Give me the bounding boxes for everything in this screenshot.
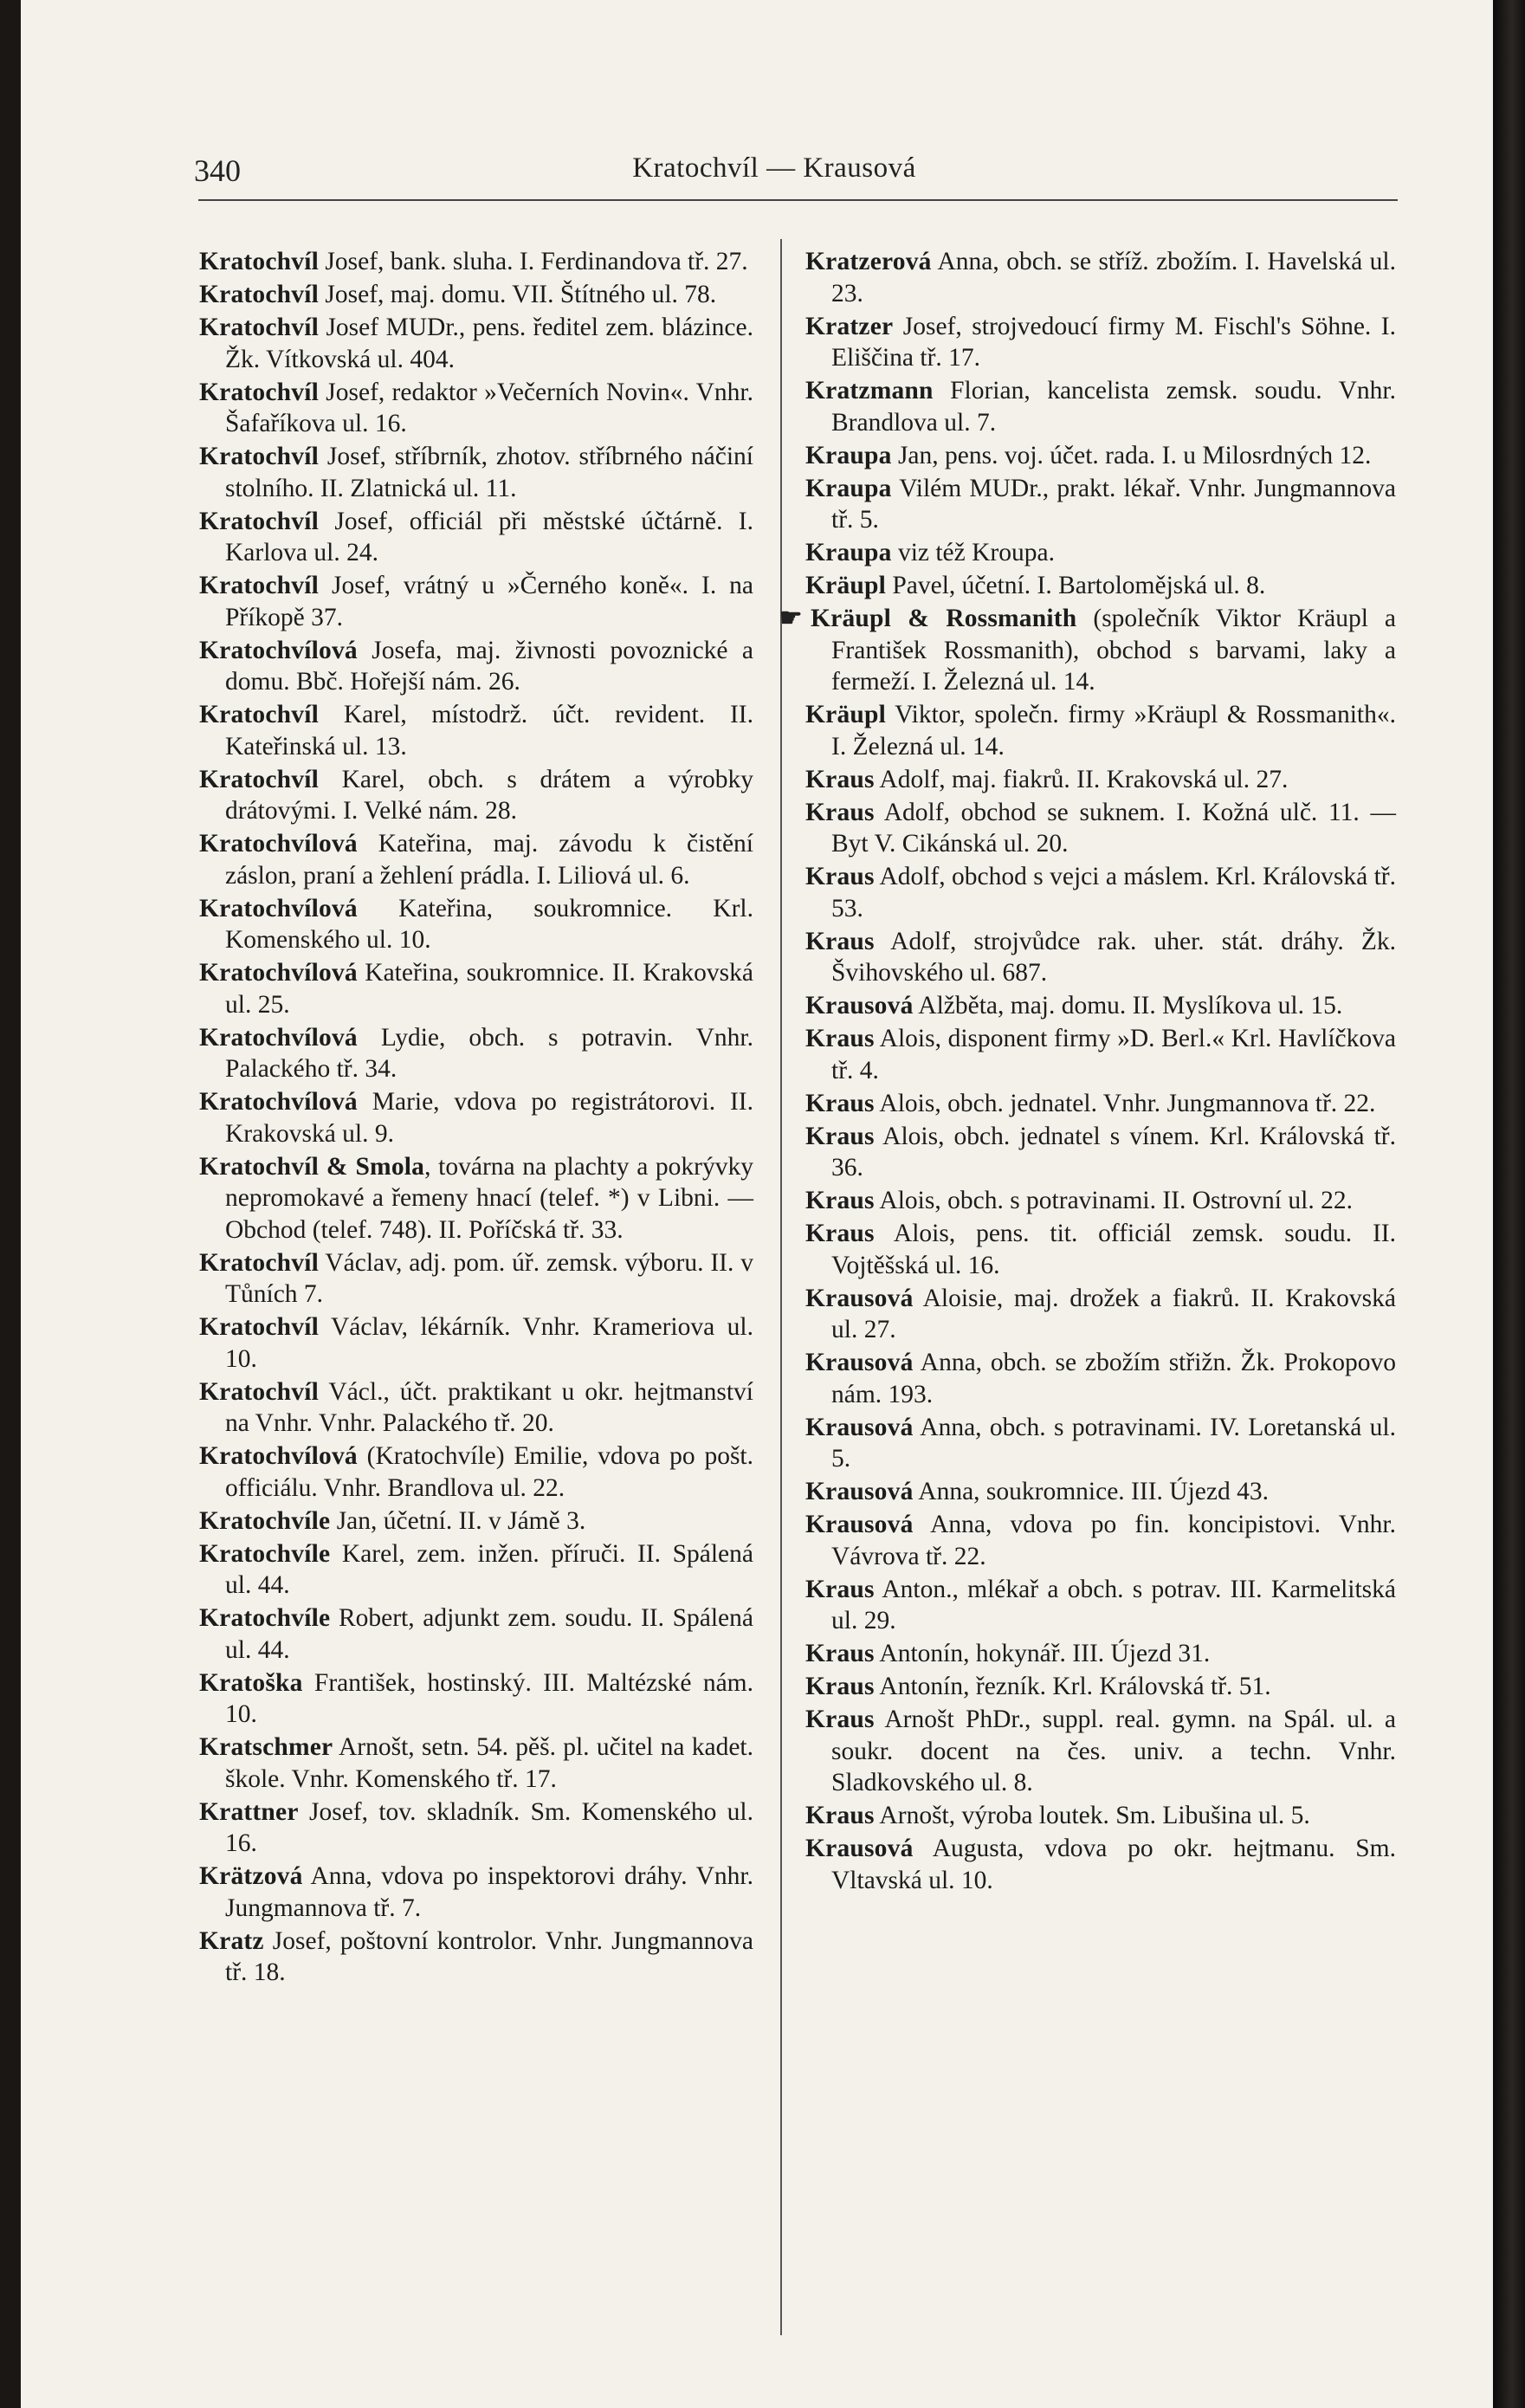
entry-surname: Kratochvíle bbox=[199, 1604, 331, 1632]
entry-surname: Kraus bbox=[805, 1802, 875, 1829]
entry-surname: Kratochvíl bbox=[199, 1377, 320, 1406]
directory-entry bbox=[805, 1671, 1396, 1703]
directory-entry bbox=[199, 1538, 753, 1602]
directory-entry bbox=[805, 440, 1396, 472]
entry-details: Anton., mlékař a obch. s potrav. III. Karmelitská ul. 29. bbox=[831, 1575, 1396, 1634]
entry-details: viz též Kroupa. bbox=[891, 539, 1055, 566]
directory-entry bbox=[199, 1732, 753, 1795]
entry-surname: Kraus bbox=[805, 1220, 875, 1247]
entry-surname: Kräupl & Rossmanith bbox=[811, 605, 1077, 632]
directory-entry bbox=[199, 1602, 753, 1666]
entry-details: Josef, tov. skladník. Sm. Komenského ul. 16. bbox=[225, 1797, 753, 1857]
directory-entry bbox=[199, 1861, 753, 1924]
directory-entry bbox=[199, 1247, 753, 1311]
directory-entry bbox=[199, 957, 753, 1020]
entry-details: Josef, strojvedoucí firmy M. Fischl's Söhne. I. Eliščina tř. 17. bbox=[831, 312, 1396, 372]
entry-details: Anna, vdova po fin. koncipistovi. Vnhr. Vávrova tř. 22. bbox=[831, 1511, 1396, 1570]
entry-surname: Kratz bbox=[199, 1926, 264, 1955]
entry-details: Anna, obch. se stříž. zbožím. I. Havelská ul. 23. bbox=[831, 248, 1396, 307]
entry-details: Augusta, vdova po okr. hejtmanu. Sm. Vltavská ul. 10. bbox=[831, 1835, 1396, 1894]
directory-entry bbox=[805, 473, 1396, 536]
column-divider bbox=[780, 239, 782, 2335]
directory-entry bbox=[805, 861, 1396, 924]
entry-surname: Krausová bbox=[805, 1835, 914, 1862]
entry-surname: Kratochvíl bbox=[199, 281, 320, 308]
entry-details: František, hostinský. III. Maltézské nám. 10. bbox=[225, 1668, 753, 1728]
entry-details: Antonín, hokynář. III. Újezd 31. bbox=[874, 1640, 1211, 1667]
entry-surname: Krausová bbox=[805, 1478, 914, 1505]
entry-details: Alois, obch. jednatel s vínem. Krl. Královská tř. 36. bbox=[831, 1122, 1396, 1181]
entry-surname: Kratochvílová bbox=[199, 894, 358, 922]
entry-details: Anna, soukromnice. III. Újezd 43. bbox=[913, 1478, 1269, 1505]
entry-details: Karel, místodrž. účt. revident. II. Kateřinská ul. 13. bbox=[225, 701, 753, 761]
entry-details: Antonín, řezník. Krl. Královská tř. 51. bbox=[874, 1673, 1271, 1700]
entry-surname: Kratochvíl bbox=[199, 1248, 320, 1277]
entry-surname: Krausová bbox=[805, 1349, 914, 1376]
entry-details: Václav, lékárník. Vnhr. Krameriova ul. 10. bbox=[225, 1313, 753, 1373]
entry-surname: Kratochvíle bbox=[199, 1539, 331, 1568]
entry-surname: Krausová bbox=[805, 1284, 914, 1312]
directory-entry bbox=[805, 797, 1396, 860]
entry-surname: Krausová bbox=[805, 1413, 914, 1441]
entry-details: Josef, maj. domu. VII. Štítného ul. 78. bbox=[319, 281, 717, 308]
directory-entry bbox=[805, 1574, 1396, 1637]
entry-details: Alois, pens. tit. officiál zemsk. soudu. II. Vojtěšská ul. 16. bbox=[831, 1220, 1396, 1279]
entry-surname: Kraus bbox=[805, 1640, 875, 1667]
entry-surname: Kratochvíl & Smola bbox=[199, 1152, 425, 1181]
directory-entry bbox=[199, 893, 753, 956]
directory-entry bbox=[805, 1283, 1396, 1346]
entry-details: Jan, pens. voj. účet. rada. I. u Milosrdných 12. bbox=[891, 441, 1372, 469]
entry-surname: Kraus bbox=[805, 1575, 875, 1603]
directory-entry bbox=[199, 1926, 753, 1989]
entry-surname: Kraus bbox=[805, 1706, 875, 1733]
entry-surname: Kratochvíl bbox=[199, 1313, 320, 1341]
directory-entry bbox=[805, 1638, 1396, 1670]
entry-surname: Krausová bbox=[805, 1511, 914, 1538]
entry-surname: Kratochvíl bbox=[199, 701, 320, 728]
directory-entry bbox=[199, 1796, 753, 1860]
directory-entry bbox=[199, 279, 753, 311]
directory-entry bbox=[199, 312, 753, 375]
directory-entry bbox=[805, 1218, 1396, 1281]
entry-surname: Kratochvílová bbox=[199, 959, 358, 987]
entry-details: Karel, zem. inžen. příruči. II. Spálená ul. 44. bbox=[225, 1539, 753, 1599]
directory-entry bbox=[805, 699, 1396, 762]
entry-details: Arnošt PhDr., suppl. real. gymn. na Spál. ul. a soukr. docent na čes. univ. a techn. Vnhr. Sladkovského ul. 8. bbox=[831, 1706, 1396, 1796]
header-rule bbox=[198, 199, 1398, 201]
page-header bbox=[194, 152, 1354, 201]
entry-details: Adolf, strojvůdce rak. uher. stát. dráhy. Žk. Švihovského ul. 687. bbox=[831, 927, 1396, 987]
entry-details: Arnošt, výroba loutek. Sm. Libušina ul. 5. bbox=[874, 1802, 1310, 1829]
directory-entry bbox=[199, 828, 753, 891]
directory-entry bbox=[805, 1121, 1396, 1184]
entry-surname: Kratzer bbox=[805, 312, 894, 340]
page-number: 340 bbox=[194, 153, 241, 188]
directory-entry bbox=[199, 506, 753, 569]
directory-entry bbox=[805, 1476, 1396, 1508]
entry-details: Adolf, obchod se suknem. I. Kožná ulč. 11. — Byt V. Cikánská ul. 20. bbox=[831, 798, 1396, 858]
entry-surname: Kraus bbox=[805, 1089, 875, 1117]
entry-details: Václ., účt. praktikant u okr. hejtmanství na Vnhr. Vnhr. Palackého tř. 20. bbox=[225, 1377, 753, 1437]
entry-surname: Kraus bbox=[805, 927, 875, 955]
entry-surname: Kraupa bbox=[805, 474, 892, 502]
entry-surname: Kratochvíle bbox=[199, 1506, 331, 1535]
entry-details: Aloisie, maj. drožek a fiakrů. II. Krakovská ul. 27. bbox=[831, 1284, 1396, 1343]
entry-surname: Kraus bbox=[805, 1187, 875, 1214]
entry-details: Arnošt, setn. 54. pěš. pl. učitel na kadet. škole. Vnhr. Komenského tř. 17. bbox=[225, 1733, 753, 1793]
directory-entry bbox=[199, 1151, 753, 1246]
directory-entry bbox=[199, 635, 753, 698]
entry-details: Josefa, maj. živnosti povoznické a domu. Bbč. Hořejší nám. 26. bbox=[225, 636, 753, 696]
entry-surname: Kratochvíl bbox=[199, 314, 320, 341]
directory-entry bbox=[199, 764, 753, 827]
entry-surname: Kratochvíl bbox=[199, 507, 320, 535]
entry-details: Kateřina, soukromnice. II. Krakovská ul. 25. bbox=[225, 959, 753, 1019]
entry-details: Viktor, společn. firmy »Kräupl & Rossmanith«. I. Železná ul. 14. bbox=[831, 701, 1396, 761]
directory-entry bbox=[805, 1412, 1396, 1475]
entry-surname: Kratzmann bbox=[805, 377, 934, 405]
directory-entry bbox=[805, 764, 1396, 796]
entry-surname: Kraus bbox=[805, 1122, 875, 1150]
directory-page bbox=[21, 0, 1493, 2408]
entry-details: Alžběta, maj. domu. II. Myslíkova ul. 15. bbox=[913, 992, 1343, 1020]
directory-entry bbox=[805, 1833, 1396, 1896]
directory-entry bbox=[805, 570, 1396, 602]
entry-surname: Kratochvílová bbox=[199, 830, 358, 858]
entry-surname: Kratzerová bbox=[805, 248, 932, 275]
entry-surname: Kraupa bbox=[805, 539, 892, 566]
entry-surname: Kratochvíl bbox=[199, 378, 320, 406]
entry-details: (Kratochvíle) Emilie, vdova po pošt. officiálu. Vnhr. Brandlova ul. 22. bbox=[225, 1442, 753, 1502]
directory-entry bbox=[199, 246, 753, 278]
entry-details: , továrna na plachty a pokrývky nepromokavé a řemeny hnací (telef. *) v Libni. — Obchod (telef. 748). II. Poříčská tř. 33. bbox=[225, 1152, 754, 1244]
entry-surname: Kratochvíl bbox=[199, 443, 320, 470]
entry-details: Josef MUDr., pens. ředitel zem. blázince. Žk. Vítkovská ul. 404. bbox=[225, 314, 753, 373]
entry-surname: Kraupa bbox=[805, 441, 892, 469]
entry-details: Karel, obch. s drátem a výrobky drátovými. I. Velké nám. 28. bbox=[225, 765, 753, 825]
entry-surname: Kratoška bbox=[199, 1668, 303, 1697]
entry-details: Robert, adjunkt zem. soudu. II. Spálená ul. 44. bbox=[225, 1604, 753, 1664]
entry-details: Jan, účetní. II. v Jámě 3. bbox=[330, 1506, 586, 1535]
entry-details: Pavel, účetní. I. Bartolomějská ul. 8. bbox=[886, 572, 1266, 599]
directory-entry bbox=[199, 1311, 753, 1375]
directory-entry bbox=[805, 1185, 1396, 1217]
left-column bbox=[199, 246, 753, 1990]
entry-details: Josef, officiál při městské účtárně. I. Karlova ul. 24. bbox=[225, 507, 753, 566]
directory-entry bbox=[805, 537, 1396, 569]
entry-details: Josef, vrátný u »Černého koně«. I. na Příkopě 37. bbox=[225, 572, 753, 631]
entry-details: Josef, redaktor »Večerních Novin«. Vnhr. Šafaříkova ul. 16. bbox=[225, 378, 753, 437]
entry-surname: Kraus bbox=[805, 765, 875, 793]
entry-surname: Krätzová bbox=[199, 1862, 303, 1890]
entry-details: Alois, obch. s potravinami. II. Ostrovní ul. 22. bbox=[874, 1187, 1353, 1214]
entry-surname: Kräupl bbox=[805, 572, 886, 599]
entry-details: Anna, obch. se zbožím střižn. Žk. Prokopovo nám. 193. bbox=[831, 1349, 1396, 1408]
directory-entry bbox=[805, 246, 1396, 309]
entry-details: Alois, disponent firmy »D. Berl.« Krl. Havlíčkova tř. 4. bbox=[831, 1025, 1396, 1084]
entry-details: Josef, stříbrník, zhotov. stříbrného náčiní stolního. II. Zlatnická ul. 11. bbox=[225, 443, 753, 502]
entry-details: Kateřina, soukromnice. Krl. Komenského ul. 10. bbox=[225, 894, 753, 954]
directory-entry bbox=[805, 1023, 1396, 1086]
directory-entry bbox=[199, 1667, 753, 1731]
entry-details: Kateřina, maj. závodu k čistění záslon, praní a žehlení prádla. I. Liliová ul. 6. bbox=[225, 830, 753, 890]
right-column bbox=[779, 246, 1396, 1898]
directory-entry bbox=[805, 375, 1396, 438]
entry-details: Florian, kancelista zemsk. soudu. Vnhr. Brandlova ul. 7. bbox=[831, 377, 1396, 437]
entry-details: Alois, obch. jednatel. Vnhr. Jungmannova tř. 22. bbox=[874, 1089, 1376, 1117]
directory-entry bbox=[805, 990, 1396, 1022]
directory-entry bbox=[199, 441, 753, 504]
directory-entry bbox=[199, 377, 753, 440]
directory-entry bbox=[199, 570, 753, 633]
directory-entry bbox=[199, 699, 753, 762]
directory-entry bbox=[199, 1086, 753, 1149]
entry-surname: Kratochvílová bbox=[199, 1023, 358, 1052]
entry-details: Adolf, maj. fiakrů. II. Krakovská ul. 27. bbox=[874, 765, 1289, 793]
entry-details: Anna, obch. s potravinami. IV. Loretanská ul. 5. bbox=[831, 1413, 1396, 1473]
entry-details: Josef, poštovní kontrolor. Vnhr. Jungmannova tř. 18. bbox=[225, 1926, 753, 1986]
entry-surname: Kraus bbox=[805, 863, 875, 890]
directory-entry bbox=[199, 1440, 753, 1504]
directory-entry: ☛ Kräupl & Rossmanith (společník Viktor Kräupl a František Rossmanith), obchod s barvami, laky a fermeží. I. Železná ul. 14. bbox=[779, 605, 1396, 696]
entry-surname: Kratochvílová bbox=[199, 1088, 358, 1116]
directory-entry bbox=[805, 1347, 1396, 1410]
entry-surname: Kratochvíl bbox=[199, 572, 320, 599]
entry-surname: Kratochvíl bbox=[199, 765, 320, 793]
entry-surname: Kratochvílová bbox=[199, 1442, 358, 1470]
entry-surname: Kratochvíl bbox=[199, 248, 320, 275]
entry-surname: Kräupl bbox=[805, 701, 886, 728]
entry-details: Josef, bank. sluha. I. Ferdinandova tř. 27. bbox=[319, 248, 748, 275]
directory-entry bbox=[805, 926, 1396, 989]
directory-entry bbox=[805, 1088, 1396, 1120]
entry-surname: Kraus bbox=[805, 1673, 875, 1700]
directory-entry bbox=[805, 311, 1396, 374]
directory-entry bbox=[199, 1022, 753, 1085]
entry-details: Vilém MUDr., prakt. lékař. Vnhr. Jungmannova tř. 5. bbox=[831, 474, 1396, 534]
directory-entry bbox=[199, 1376, 753, 1440]
directory-entry bbox=[199, 1505, 753, 1537]
entry-details: Anna, vdova po inspektorovi dráhy. Vnhr. Jungmannova tř. 7. bbox=[225, 1862, 753, 1922]
entry-surname: Kraus bbox=[805, 798, 875, 826]
directory-entry bbox=[805, 1704, 1396, 1799]
entry-details: Václav, adj. pom. úř. zemsk. výboru. II. v Tůních 7. bbox=[225, 1248, 753, 1308]
entry-surname: Krattner bbox=[199, 1797, 299, 1826]
entry-surname: Kratschmer bbox=[199, 1733, 333, 1761]
directory-entry bbox=[805, 1800, 1396, 1832]
running-head: Kratochvíl — Krausová bbox=[632, 152, 916, 184]
entry-surname: Kratochvílová bbox=[199, 636, 358, 664]
entry-surname: Krausová bbox=[805, 992, 914, 1020]
entry-details: Adolf, obchod s vejci a máslem. Krl. Královská tř. 53. bbox=[831, 863, 1396, 922]
entry-details: Lydie, obch. s potravin. Vnhr. Palackého tř. 34. bbox=[225, 1023, 753, 1083]
book-spine-edge bbox=[1493, 0, 1525, 2408]
entry-surname: Kraus bbox=[805, 1025, 875, 1052]
entry-details: Marie, vdova po registrátorovi. II. Krakovská ul. 9. bbox=[225, 1088, 753, 1148]
entry-details: (společník Viktor Kräupl a František Rossmanith), obchod s barvami, laky a fermeží. I. Železná ul. 14. bbox=[831, 605, 1396, 696]
directory-entry bbox=[805, 1509, 1396, 1572]
